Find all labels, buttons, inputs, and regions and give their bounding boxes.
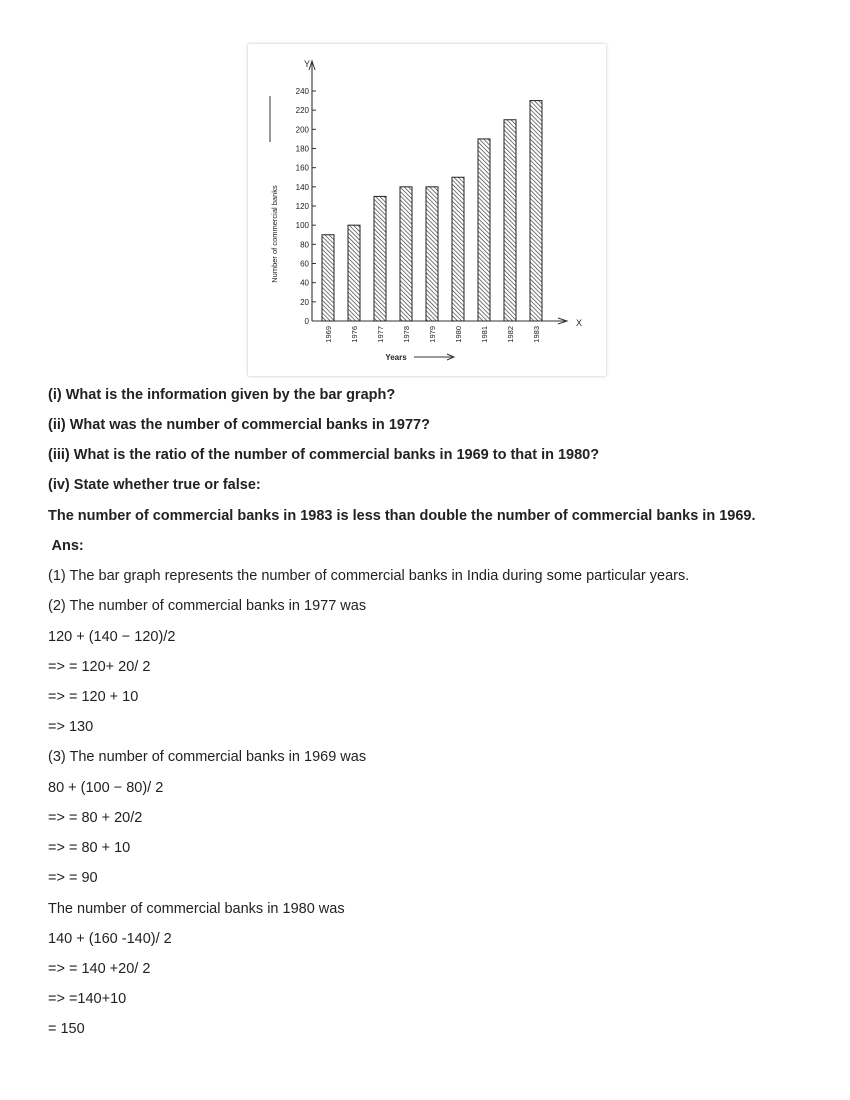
x-tick-label: 1979: [428, 326, 437, 343]
question-1: (i) What is the information given by the bar graph?: [48, 387, 396, 403]
y-tick-label: 0: [304, 317, 309, 326]
question-3: (iii) What is the ratio of the number of commercial banks in 1969 to that in 1980?: [48, 447, 600, 463]
bar-chart: [248, 44, 606, 376]
bar-chart-figure: [248, 44, 606, 376]
y-tick-label: 100: [295, 221, 309, 231]
x-tick-label: 1980: [454, 326, 463, 343]
question-4: (iv) State whether true or false:: [48, 477, 261, 493]
answer-line: => = 80 + 10: [48, 840, 131, 856]
x-tick-label: 1976: [350, 326, 359, 343]
y-tick-label: 220: [295, 106, 309, 116]
answer-line: => = 140 +20/ 2: [48, 961, 151, 977]
y-tick-label: 240: [295, 87, 309, 96]
answer-line: The number of commercial banks in 1980 was: [48, 901, 345, 917]
x-tick-label: 1982: [506, 326, 515, 343]
bar-1983: [530, 101, 542, 321]
question-2: (ii) What was the number of commercial banks in 1977?: [48, 417, 430, 433]
y-tick-label: 20: [300, 297, 309, 307]
bar-1982: [504, 120, 516, 321]
answer-line: 140 + (160 -140)/ 2: [48, 931, 172, 947]
x-tick-label: 1978: [402, 326, 411, 343]
answer-line: = 150: [48, 1021, 85, 1037]
bar-1977: [374, 196, 386, 321]
answer-line: => = 90: [48, 870, 98, 886]
answer-line: (2) The number of commercial banks in 1977 was: [48, 598, 367, 614]
y-tick-label: 140: [295, 182, 309, 192]
bar-1979: [426, 187, 438, 321]
answer-line: (3) The number of commercial banks in 1969 was: [48, 749, 367, 765]
answer-heading: Ans:: [48, 538, 84, 554]
y-tick-label: 40: [300, 278, 309, 288]
answer-line: 80 + (100 − 80)/ 2: [48, 780, 164, 796]
y-tick-label: 60: [300, 259, 309, 269]
y-axis-letter: Y: [303, 59, 310, 69]
answer-line: (1) The bar graph represents the number of commercial banks in India during some particular years.: [48, 568, 690, 584]
answer-line: => = 120 + 10: [48, 689, 139, 705]
y-tick-label: 160: [295, 163, 309, 173]
y-tick-label: 120: [295, 202, 309, 211]
x-tick-label: 1969: [324, 326, 333, 343]
bar-1976: [348, 225, 360, 321]
question-4-statement: The number of commercial banks in 1983 is less than double the number of commercial banks in 1969.: [48, 508, 756, 524]
x-axis-label: Years: [385, 353, 407, 362]
x-axis-letter: X: [576, 318, 583, 328]
bar-1969: [322, 235, 334, 321]
x-tick-label: 1977: [376, 326, 385, 343]
answer-line: => 130: [48, 719, 94, 735]
answer-line: => = 80 + 20/2: [48, 810, 143, 826]
answer-line: => = 120+ 20/ 2: [48, 659, 151, 675]
x-tick-label: 1983: [532, 326, 541, 343]
bar-1980: [452, 177, 464, 321]
bar-1978: [400, 187, 412, 321]
x-tick-label: 1981: [480, 326, 489, 343]
y-axis-label: Number of commercial banks: [270, 185, 279, 283]
answer-line: 120 + (140 − 120)/2: [48, 629, 176, 645]
y-tick-label: 200: [295, 125, 309, 135]
y-tick-label: 80: [300, 240, 309, 250]
chart-bars: [322, 101, 542, 321]
answer-line: => =140+10: [48, 991, 127, 1007]
bar-1981: [478, 139, 490, 321]
chart-axes: [270, 61, 567, 360]
y-tick-label: 180: [295, 144, 309, 154]
